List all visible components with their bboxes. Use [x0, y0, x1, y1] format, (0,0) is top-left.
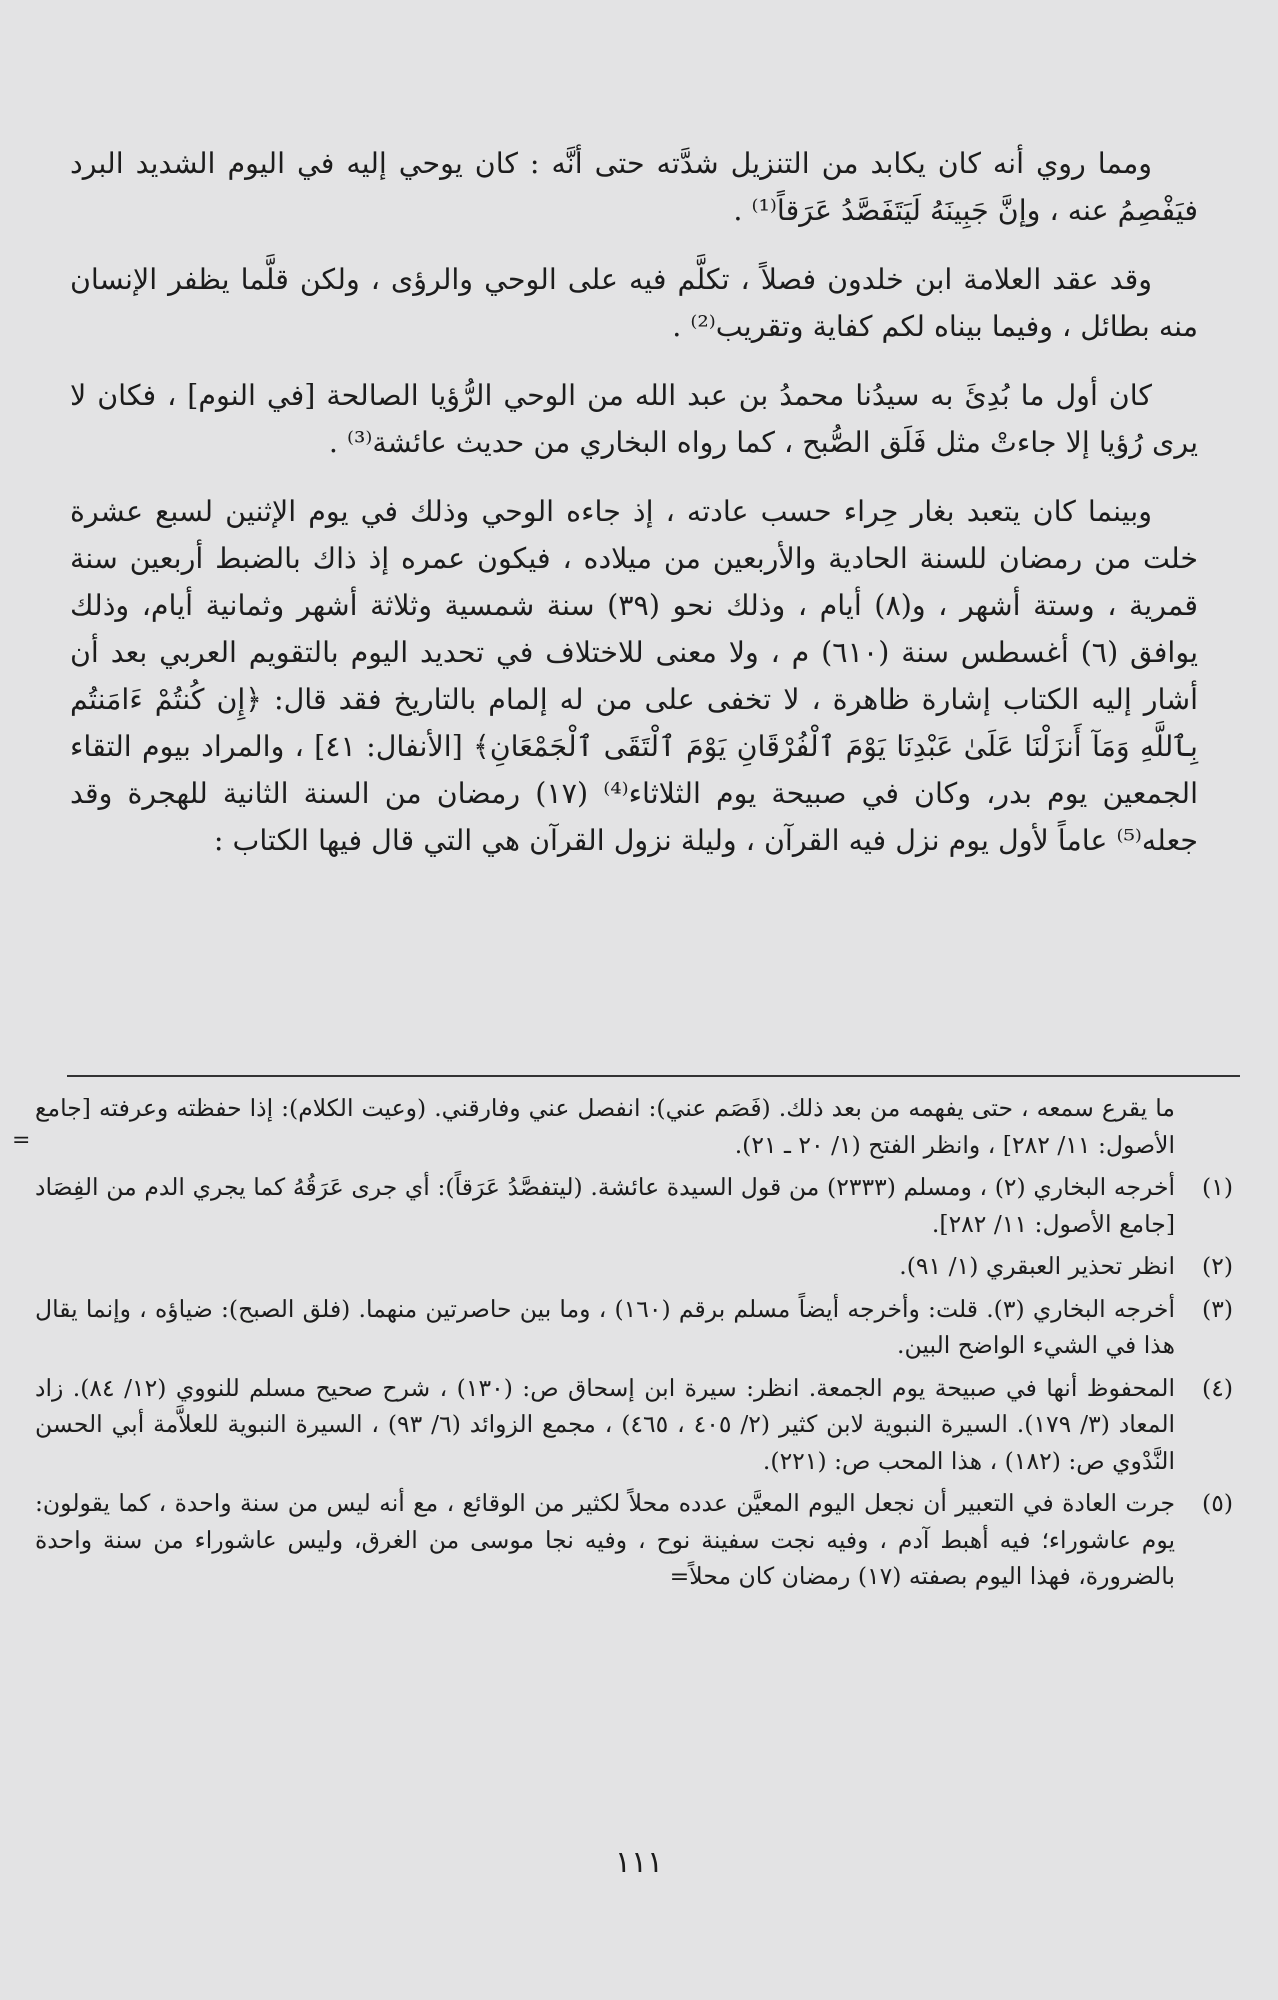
footnote-number [1175, 1090, 1233, 1163]
footnote-number: (٤) [1202, 1373, 1233, 1402]
footnote-text: المحفوظ أنها في صبيحة يوم الجمعة. انظر: سيرة ابن إسحاق ص: (١٣٠) ، شرح صحيح مسلم للنووي (١٢/ ٨٤). زاد المعاد (٣/ ١٧٩). السيرة النبوية لابن كثير (٢/ ٤٠٥ ، ٤٦٥) ، مجمع الزوائد (٦/ ٩٣) ، السيرة النبوية للعلاَّمة أبي الحسن النَّدْوي ص: (١٨٢) ، هذا المحب ص: (٢٢١). [35, 1373, 1176, 1475]
page-number: ١١١ [614, 1845, 664, 1880]
footnote-number: (٥) [1202, 1489, 1233, 1517]
footnote-number: (٢) [1202, 1252, 1233, 1280]
footnote-3 [35, 1291, 1233, 1364]
footnote-2 [35, 1248, 1233, 1285]
footnotes [35, 1090, 1233, 1601]
footnote-number: (١) [1202, 1173, 1233, 1201]
footnote-1 [35, 1169, 1233, 1242]
footnote-4 [35, 1370, 1233, 1480]
footnote-separator [67, 1075, 1240, 1077]
footnote-number: (٣) [1202, 1294, 1233, 1323]
continuation-mark: = [12, 1128, 31, 1153]
footnote-text: أخرجه البخاري (٢) ، ومسلم (٢٣٣٣) من قول السيدة عائشة. (ليتفصَّدُ عَرَقاً): أي جرى عَرَقُهُ كما يجري الدم من الفِصَاد [جامع الأصول: ١١/ ٢٨٢]. [35, 1173, 1176, 1238]
footnote-text: ما يقرع سمعه ، حتى يفهمه من بعد ذلك. (فَصَم عني): انفصل عني وفارقني. (وعيت الكلام): إذا حفظته وعرفته [جامع الأصول: ١١/ ٢٨٢] ، وانظر الفتح (١/ ٢٠ ـ ٢١). [35, 1094, 1175, 1159]
footnote-text: انظر تحذير العبقري (١/ ٩١). [899, 1252, 1175, 1280]
paragraph-1: ومما روي أنه كان يكابد من التنزيل شدَّته حتى أنَّه : كان يوحي إليه في اليوم الشديد البرد فيَفْصِمُ عنه ، وإنَّ جَبِينَهُ لَيَتَفَصَّدُ عَرَقاً⁽¹⁾ . [70, 147, 1198, 227]
footnote-5 [35, 1485, 1233, 1595]
footnote-text: أخرجه البخاري (٣). قلت: وأخرجه أيضاً مسلم برقم (١٦٠) ، وما بين حاصرتين منهما. (فلق الصبح): ضياؤه ، وإنما يقال هذا في الشيء الواضح البين. [35, 1294, 1175, 1359]
footnote-continuation [35, 1090, 1233, 1163]
paragraph-2: وقد عقد العلامة ابن خلدون فصلاً ، تكلَّم فيه على الوحي والرؤى ، ولكن قلَّما يظفر الإنسان منه بطائل ، وفيما بيناه لكم كفاية وتقريب⁽²⁾ . [70, 263, 1198, 343]
main-text [70, 140, 1198, 886]
footnote-text: جرت العادة في التعبير أن نجعل اليوم المعيَّن عدده محلاً لكثير من الوقائع ، مع أنه ليس من سنة واحدة ، كما يقولون: يوم عاشوراء؛ فيه أهبط آدم ، وفيه نجت سفينة نوح ، وفيه نجا موسى من الغرق، وليس عاشوراء من سنة واحدة بالضرورة، فهذا اليوم بصفته (١٧) رمضان كان محلاً= [35, 1489, 1175, 1590]
paragraph-3: كان أول ما بُدِئَ به سيدُنا محمدُ بن عبد الله من الوحي الرُّؤيا الصالحة [في النوم] ، فكان لا يرى رُؤيا إلا جاءتْ مثل فَلَق الصُّبح ، كما رواه البخاري من حديث عائشة⁽³⁾ . [70, 379, 1198, 459]
paragraph-4: وبينما كان يتعبد بغار حِراء حسب عادته ، إذ جاءه الوحي وذلك في يوم الإثنين لسبع عشرة خلت من رمضان للسنة الحادية والأربعين من ميلاده ، فيكون عمره إذ ذاك بالضبط أربعين سنة قمرية ، وستة أشهر ، و(٨) أيام ، وذلك نحو (٣٩) سنة شمسية وثلاثة أشهر وثمانية أيام، وذلك يوافق (٦) أغسطس سنة (٦١٠) م ، ولا معنى للاختلاف في تحديد اليوم بالتقويم العربي بعد أن أشار إليه الكتاب إشارة ظاهرة ، لا تخفى على من له إلمام بالتاريخ فقد قال: ﴿إِن كُنتُمْ ءَامَنتُم بِٱللَّهِ وَمَآ أَنزَلْنَا عَلَىٰ عَبْدِنَا يَوْمَ ٱلْفُرْقَانِ يَوْمَ ٱلْتَقَى ٱلْجَمْعَانِ﴾ [الأنفال: ٤١] ، والمراد بيوم التقاء الجمعين يوم بدر، وكان في صبيحة يوم الثلاثاء⁽⁴⁾ (١٧) رمضان من السنة الثانية للهجرة وقد جعله⁽⁵⁾ عاماً لأول يوم نزل فيه القرآن ، وليلة نزول القرآن هي التي قال فيها الكتاب : [70, 495, 1199, 857]
